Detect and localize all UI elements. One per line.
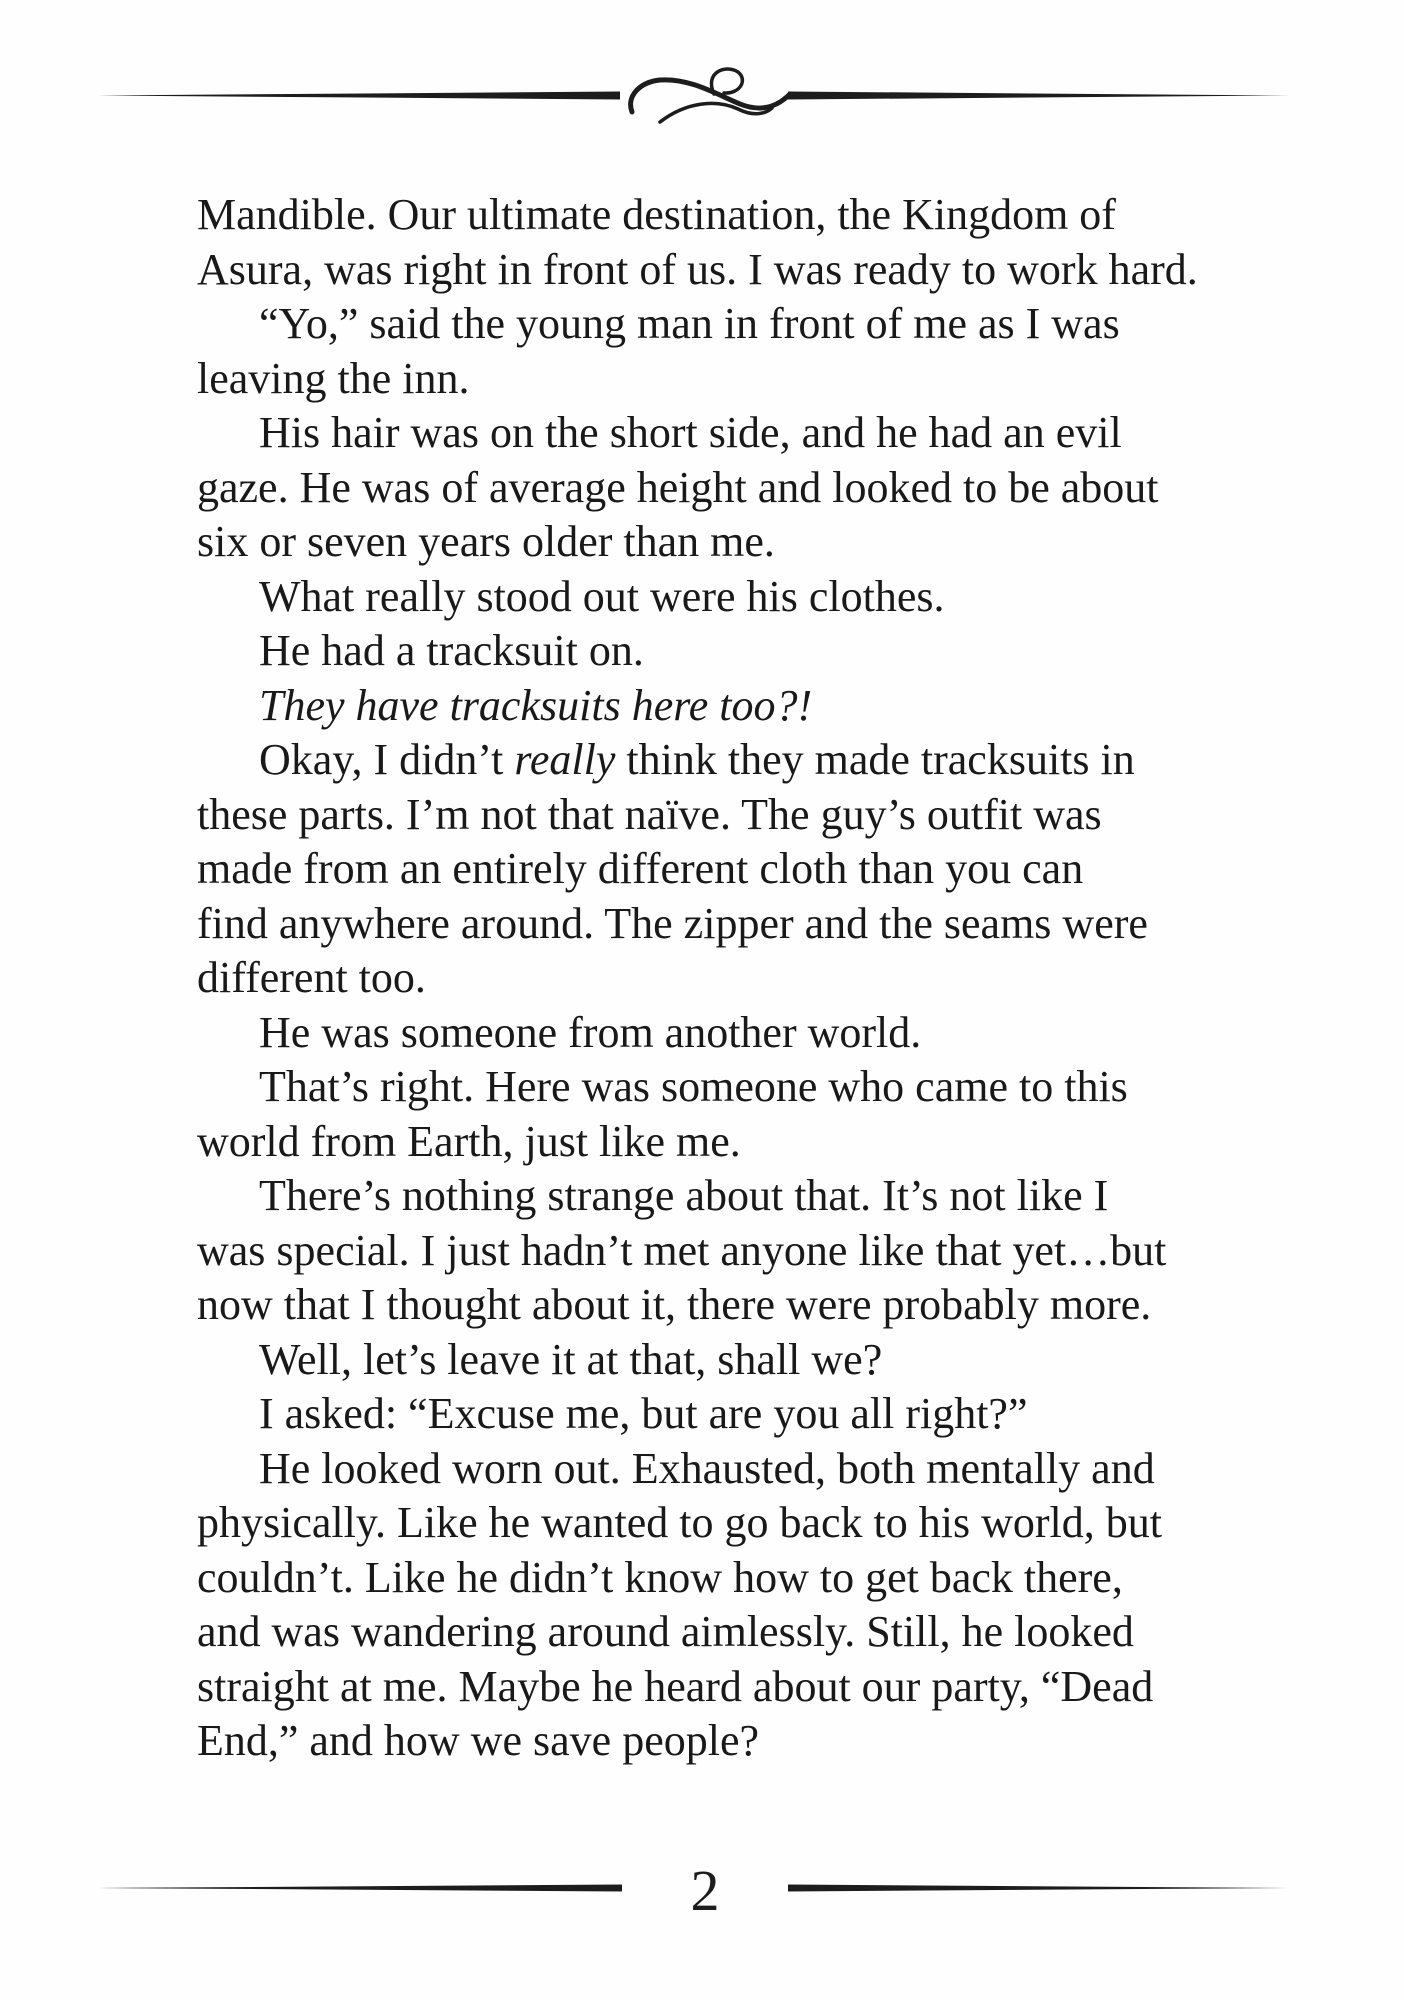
paragraph: Mandible. Our ultimate destination, the Kingdom of Asura, was right in front of us. I was ready to work hard. (197, 190, 1198, 294)
text-block (197, 188, 1277, 1769)
paragraph: He had a tracksuit on. (259, 626, 644, 675)
paragraph: He was someone from another world. (259, 1007, 922, 1057)
page-number: 2 (690, 1858, 720, 1923)
footer-rule-right-icon (788, 1883, 1290, 1893)
paragraph: They have tracksuits here too?! (259, 680, 813, 730)
paragraph: What really stood out were his clothes. (259, 571, 945, 621)
footer-rule-right (788, 1883, 1290, 1893)
paragraph: Well, let’s leave it at that, shall we? (259, 1334, 883, 1384)
paragraph: He looked worn out. Exhausted, both mentally and physically. Like he wanted to go back to his world, but couldn’t. Like he didn’t know how to get back there, and was wandering around aimlessly. Still, he looked straight at me. Maybe he heard about our party, “Dead End,” and how we save people? (197, 1443, 1162, 1765)
paragraph: His hair was on the short side, and he had an evil gaze. He was of average height and looked to be about six or seven years older than me. (197, 408, 1159, 566)
footer-rule-left (98, 1883, 622, 1893)
paragraph: There’s nothing strange about that. It’s not like I was special. I just hadn’t met anyone like that yet…but now that I thought about it, there were probably more. (197, 1171, 1167, 1329)
footer-rule-left-icon (98, 1883, 622, 1893)
flourish-divider-icon (98, 50, 1290, 130)
header-divider (98, 50, 1290, 130)
paragraph: “Yo,” said the young man in front of me as I was leaving the inn. (197, 299, 1120, 403)
paragraph: I asked: “Excuse me, but are you all right?” (259, 1389, 1028, 1438)
paragraph: That’s right. Here was someone who came to this world from Earth, just like me. (197, 1062, 1128, 1166)
paragraph: Okay, I didn’t really think they made tracksuits in these parts. I’m not that naïve. The guy’s outfit was made from an entirely different cloth than you can find anywhere around. The zipper and the seams were different too. (197, 735, 1148, 1002)
